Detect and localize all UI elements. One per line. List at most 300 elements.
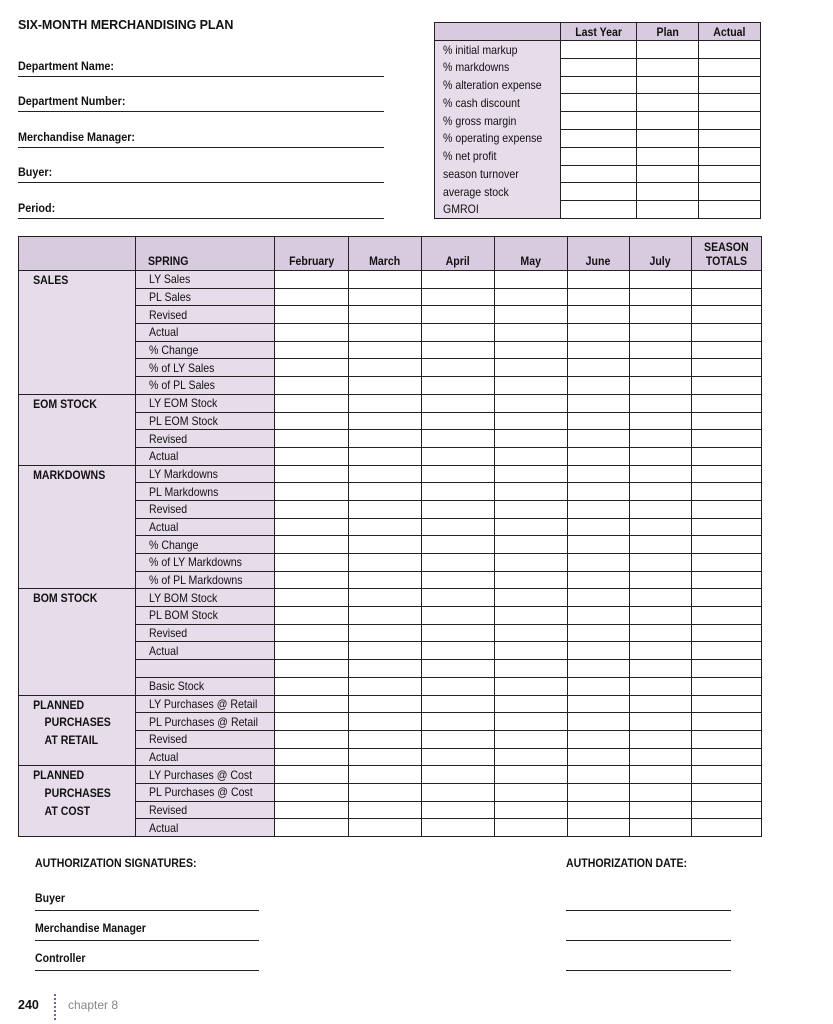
season-total-cell[interactable] <box>692 536 762 554</box>
month-value-cell[interactable] <box>630 607 692 625</box>
month-value-cell[interactable] <box>495 412 568 430</box>
section-label: PLANNED PURCHASES AT RETAIL <box>19 695 136 766</box>
month-value-cell[interactable] <box>422 483 495 501</box>
month-value-cell[interactable] <box>422 571 495 589</box>
month-value-cell[interactable] <box>630 660 692 678</box>
ratio-value-cell[interactable] <box>561 201 637 219</box>
month-value-cell[interactable] <box>568 660 630 678</box>
line-label: Actual <box>136 324 275 342</box>
ratio-value-cell[interactable] <box>637 183 699 201</box>
month-value-cell[interactable] <box>630 500 692 518</box>
month-value-cell[interactable] <box>422 695 495 713</box>
plan-row <box>19 394 762 412</box>
month-value-cell[interactable] <box>275 394 349 412</box>
season-total-cell[interactable] <box>692 554 762 572</box>
month-value-cell[interactable] <box>568 412 630 430</box>
ratio-value-cell[interactable] <box>561 183 637 201</box>
month-value-cell[interactable] <box>275 412 349 430</box>
month-value-cell[interactable] <box>630 412 692 430</box>
month-value-cell[interactable] <box>568 642 630 660</box>
month-value-cell[interactable] <box>568 713 630 731</box>
season-total-cell[interactable] <box>692 783 762 801</box>
month-value-cell[interactable] <box>275 624 349 642</box>
month-value-cell[interactable] <box>495 642 568 660</box>
month-value-cell[interactable] <box>422 713 495 731</box>
season-total-cell[interactable] <box>692 359 762 377</box>
month-value-cell[interactable] <box>275 288 349 306</box>
ratio-value-cell[interactable] <box>561 112 637 130</box>
season-total-cell[interactable] <box>692 341 762 359</box>
month-value-cell[interactable] <box>630 430 692 448</box>
season-total-cell[interactable] <box>692 766 762 784</box>
month-value-cell[interactable] <box>568 748 630 766</box>
month-value-cell[interactable] <box>422 554 495 572</box>
month-value-cell[interactable] <box>422 359 495 377</box>
month-value-cell[interactable] <box>495 341 568 359</box>
season-total-cell[interactable] <box>692 607 762 625</box>
ratio-value-cell[interactable] <box>699 41 761 59</box>
season-total-cell[interactable] <box>692 642 762 660</box>
month-value-cell[interactable] <box>495 536 568 554</box>
season-total-cell[interactable] <box>692 377 762 395</box>
month-value-cell[interactable] <box>349 500 422 518</box>
month-value-cell[interactable] <box>568 465 630 483</box>
month-value-cell[interactable] <box>349 554 422 572</box>
month-value-cell[interactable] <box>422 607 495 625</box>
month-value-cell[interactable] <box>630 819 692 837</box>
month-value-cell[interactable] <box>422 677 495 695</box>
month-value-cell[interactable] <box>349 660 422 678</box>
month-value-cell[interactable] <box>630 695 692 713</box>
ratio-value-cell[interactable] <box>637 58 699 76</box>
month-value-cell[interactable] <box>630 447 692 465</box>
ratio-value-cell[interactable] <box>561 94 637 112</box>
ratio-value-cell[interactable] <box>699 76 761 94</box>
month-value-cell[interactable] <box>630 730 692 748</box>
month-value-cell[interactable] <box>275 660 349 678</box>
month-value-cell[interactable] <box>275 554 349 572</box>
month-value-cell[interactable] <box>568 589 630 607</box>
month-value-cell[interactable] <box>349 447 422 465</box>
month-value-cell[interactable] <box>568 783 630 801</box>
month-value-cell[interactable] <box>495 677 568 695</box>
season-total-cell[interactable] <box>692 660 762 678</box>
month-value-cell[interactable] <box>275 766 349 784</box>
department-number-field[interactable] <box>18 92 384 112</box>
month-value-cell[interactable] <box>495 500 568 518</box>
month-value-cell[interactable] <box>422 766 495 784</box>
season-total-cell[interactable] <box>692 624 762 642</box>
month-value-cell[interactable] <box>275 819 349 837</box>
month-value-cell[interactable] <box>422 377 495 395</box>
season-total-cell[interactable] <box>692 306 762 324</box>
month-value-cell[interactable] <box>568 518 630 536</box>
ratio-label: % alteration expense <box>435 76 561 94</box>
month-value-cell[interactable] <box>568 766 630 784</box>
authorization-signatures-heading: AUTHORIZATION SIGNATURES: <box>35 856 197 870</box>
month-value-cell[interactable] <box>495 359 568 377</box>
month-value-cell[interactable] <box>275 783 349 801</box>
month-value-cell[interactable] <box>630 465 692 483</box>
month-value-cell[interactable] <box>422 748 495 766</box>
month-value-cell[interactable] <box>275 695 349 713</box>
month-value-cell[interactable] <box>495 377 568 395</box>
month-value-cell[interactable] <box>630 518 692 536</box>
month-value-cell[interactable] <box>568 554 630 572</box>
month-value-cell[interactable] <box>568 500 630 518</box>
ratio-label: % operating expense <box>435 129 561 147</box>
season-total-cell[interactable] <box>692 465 762 483</box>
section-label: EOM STOCK <box>19 394 136 465</box>
month-value-cell[interactable] <box>495 483 568 501</box>
ratio-label: season turnover <box>435 165 561 183</box>
ratio-value-cell[interactable] <box>699 94 761 112</box>
month-value-cell[interactable] <box>630 288 692 306</box>
month-value-cell[interactable] <box>630 324 692 342</box>
season-total-cell[interactable] <box>692 748 762 766</box>
month-value-cell[interactable] <box>630 359 692 377</box>
department-name-field[interactable] <box>18 57 384 77</box>
month-value-cell[interactable] <box>422 271 495 289</box>
month-value-cell[interactable] <box>422 341 495 359</box>
season-total-cell[interactable] <box>692 677 762 695</box>
line-label: PL BOM Stock <box>136 607 275 625</box>
month-value-cell[interactable] <box>568 607 630 625</box>
month-value-cell[interactable] <box>630 766 692 784</box>
month-value-cell[interactable] <box>349 324 422 342</box>
plan-row <box>19 695 762 713</box>
plan-body <box>19 271 762 837</box>
month-value-cell[interactable] <box>568 271 630 289</box>
month-value-cell[interactable] <box>422 500 495 518</box>
month-value-cell[interactable] <box>568 677 630 695</box>
month-value-cell[interactable] <box>275 801 349 819</box>
signature-line-controller[interactable] <box>35 951 259 971</box>
month-value-cell[interactable] <box>422 447 495 465</box>
month-value-cell[interactable] <box>349 766 422 784</box>
month-value-cell[interactable] <box>630 341 692 359</box>
ratio-value-cell[interactable] <box>637 129 699 147</box>
season-total-cell[interactable] <box>692 589 762 607</box>
ratio-table <box>434 22 761 219</box>
month-value-cell[interactable] <box>495 766 568 784</box>
month-value-cell[interactable] <box>495 607 568 625</box>
season-total-cell[interactable] <box>692 394 762 412</box>
month-value-cell[interactable] <box>422 730 495 748</box>
month-value-cell[interactable] <box>495 713 568 731</box>
month-value-cell[interactable] <box>495 695 568 713</box>
month-value-cell[interactable] <box>630 713 692 731</box>
plan-header-season: SPRING <box>136 237 275 271</box>
ratio-value-cell[interactable] <box>637 41 699 59</box>
month-value-cell[interactable] <box>495 819 568 837</box>
line-label: LY Markdowns <box>136 465 275 483</box>
month-value-cell[interactable] <box>568 571 630 589</box>
ratio-value-cell[interactable] <box>699 58 761 76</box>
month-value-cell[interactable] <box>495 801 568 819</box>
season-total-cell[interactable] <box>692 288 762 306</box>
month-value-cell[interactable] <box>275 359 349 377</box>
date-line-controller[interactable] <box>566 970 731 971</box>
month-value-cell[interactable] <box>568 483 630 501</box>
month-value-cell[interactable] <box>495 306 568 324</box>
line-label: PL Purchases @ Cost <box>136 783 275 801</box>
line-label: LY Sales <box>136 271 275 289</box>
ratio-row <box>435 147 761 165</box>
month-value-cell[interactable] <box>568 819 630 837</box>
plan-table <box>18 236 762 837</box>
month-value-cell[interactable] <box>495 518 568 536</box>
merchandise-manager-field[interactable] <box>18 128 384 148</box>
month-value-cell[interactable] <box>275 642 349 660</box>
month-value-cell[interactable] <box>568 624 630 642</box>
month-value-cell[interactable] <box>349 359 422 377</box>
month-value-cell[interactable] <box>422 412 495 430</box>
month-value-cell[interactable] <box>349 571 422 589</box>
plan-header-row <box>19 237 762 271</box>
month-value-cell[interactable] <box>349 536 422 554</box>
buyer-field[interactable] <box>18 163 384 183</box>
ratio-value-cell[interactable] <box>637 165 699 183</box>
month-value-cell[interactable] <box>422 465 495 483</box>
ratio-value-cell[interactable] <box>699 183 761 201</box>
month-value-cell[interactable] <box>349 306 422 324</box>
month-value-cell[interactable] <box>630 642 692 660</box>
month-value-cell[interactable] <box>568 430 630 448</box>
ratio-value-cell[interactable] <box>637 76 699 94</box>
month-value-cell[interactable] <box>422 589 495 607</box>
month-value-cell[interactable] <box>275 518 349 536</box>
month-value-cell[interactable] <box>495 288 568 306</box>
month-value-cell[interactable] <box>275 607 349 625</box>
month-value-cell[interactable] <box>422 518 495 536</box>
month-value-cell[interactable] <box>495 465 568 483</box>
month-value-cell[interactable] <box>275 677 349 695</box>
period-field[interactable] <box>18 199 384 219</box>
month-value-cell[interactable] <box>568 377 630 395</box>
month-value-cell[interactable] <box>568 359 630 377</box>
ratio-value-cell[interactable] <box>561 129 637 147</box>
month-value-cell[interactable] <box>275 536 349 554</box>
ratio-value-cell[interactable] <box>637 94 699 112</box>
season-total-cell[interactable] <box>692 271 762 289</box>
month-value-cell[interactable] <box>275 483 349 501</box>
month-value-cell[interactable] <box>630 394 692 412</box>
season-total-cell[interactable] <box>692 483 762 501</box>
ratio-value-cell[interactable] <box>699 129 761 147</box>
season-total-cell[interactable] <box>692 695 762 713</box>
month-value-cell[interactable] <box>495 430 568 448</box>
line-label: LY BOM Stock <box>136 589 275 607</box>
month-value-cell[interactable] <box>630 536 692 554</box>
month-value-cell[interactable] <box>275 713 349 731</box>
month-value-cell[interactable] <box>568 695 630 713</box>
month-value-cell[interactable] <box>422 783 495 801</box>
date-line-buyer[interactable] <box>566 910 731 911</box>
ratio-value-cell[interactable] <box>561 147 637 165</box>
month-value-cell[interactable] <box>275 271 349 289</box>
month-value-cell[interactable] <box>630 377 692 395</box>
month-value-cell[interactable] <box>568 341 630 359</box>
ratio-value-cell[interactable] <box>637 201 699 219</box>
month-value-cell[interactable] <box>495 271 568 289</box>
ratio-value-cell[interactable] <box>699 112 761 130</box>
month-value-cell[interactable] <box>422 819 495 837</box>
signature-line-buyer[interactable] <box>35 891 259 911</box>
month-value-cell[interactable] <box>495 783 568 801</box>
ratio-value-cell[interactable] <box>561 165 637 183</box>
month-value-cell[interactable] <box>422 430 495 448</box>
line-label: PL Markdowns <box>136 483 275 501</box>
month-value-cell[interactable] <box>568 324 630 342</box>
month-value-cell[interactable] <box>630 748 692 766</box>
month-value-cell[interactable] <box>349 430 422 448</box>
month-value-cell[interactable] <box>568 730 630 748</box>
month-value-cell[interactable] <box>630 783 692 801</box>
month-value-cell[interactable] <box>630 624 692 642</box>
line-label: Basic Stock <box>136 677 275 695</box>
month-value-cell[interactable] <box>275 430 349 448</box>
month-value-cell[interactable] <box>349 483 422 501</box>
season-total-cell[interactable] <box>692 713 762 731</box>
month-value-cell[interactable] <box>422 536 495 554</box>
month-value-cell[interactable] <box>568 288 630 306</box>
month-value-cell[interactable] <box>495 660 568 678</box>
month-value-cell[interactable] <box>349 624 422 642</box>
date-line-merchandise-manager[interactable] <box>566 940 731 941</box>
month-value-cell[interactable] <box>630 554 692 572</box>
line-label: Actual <box>136 518 275 536</box>
month-value-cell[interactable] <box>495 571 568 589</box>
month-value-cell[interactable] <box>568 306 630 324</box>
month-value-cell[interactable] <box>349 677 422 695</box>
signature-label: Controller <box>35 951 86 965</box>
month-value-cell[interactable] <box>422 288 495 306</box>
month-value-cell[interactable] <box>349 695 422 713</box>
page-title: SIX-MONTH MERCHANDISING PLAN <box>18 18 234 32</box>
month-value-cell[interactable] <box>275 324 349 342</box>
season-total-cell[interactable] <box>692 430 762 448</box>
month-value-cell[interactable] <box>630 483 692 501</box>
season-total-cell[interactable] <box>692 801 762 819</box>
month-value-cell[interactable] <box>349 783 422 801</box>
month-value-cell[interactable] <box>422 801 495 819</box>
month-value-cell[interactable] <box>630 801 692 819</box>
season-total-cell[interactable] <box>692 730 762 748</box>
month-value-cell[interactable] <box>275 341 349 359</box>
ratio-value-cell[interactable] <box>699 201 761 219</box>
ratio-value-cell[interactable] <box>637 112 699 130</box>
signature-line-merchandise-manager[interactable] <box>35 921 259 941</box>
month-value-cell[interactable] <box>275 447 349 465</box>
month-value-cell[interactable] <box>495 324 568 342</box>
month-header: April <box>422 237 495 271</box>
month-value-cell[interactable] <box>630 571 692 589</box>
ratio-value-cell[interactable] <box>561 58 637 76</box>
month-value-cell[interactable] <box>495 554 568 572</box>
month-value-cell[interactable] <box>349 465 422 483</box>
month-value-cell[interactable] <box>349 377 422 395</box>
month-value-cell[interactable] <box>422 324 495 342</box>
month-value-cell[interactable] <box>568 536 630 554</box>
month-value-cell[interactable] <box>275 571 349 589</box>
ratio-label: % net profit <box>435 147 561 165</box>
month-value-cell[interactable] <box>630 589 692 607</box>
ratio-value-cell[interactable] <box>699 165 761 183</box>
season-total-cell[interactable] <box>692 447 762 465</box>
season-total-cell[interactable] <box>692 412 762 430</box>
month-value-cell[interactable] <box>568 394 630 412</box>
month-value-cell[interactable] <box>349 642 422 660</box>
month-value-cell[interactable] <box>495 748 568 766</box>
month-value-cell[interactable] <box>349 271 422 289</box>
period-label: Period: <box>18 201 56 215</box>
ratio-value-cell[interactable] <box>699 147 761 165</box>
month-value-cell[interactable] <box>495 447 568 465</box>
month-value-cell[interactable] <box>495 730 568 748</box>
season-total-cell[interactable] <box>692 518 762 536</box>
season-total-cell[interactable] <box>692 500 762 518</box>
month-value-cell[interactable] <box>349 518 422 536</box>
month-value-cell[interactable] <box>349 341 422 359</box>
line-label: Actual <box>136 642 275 660</box>
month-value-cell[interactable] <box>422 660 495 678</box>
month-value-cell[interactable] <box>422 624 495 642</box>
month-value-cell[interactable] <box>275 377 349 395</box>
month-value-cell[interactable] <box>275 306 349 324</box>
ratio-value-cell[interactable] <box>561 76 637 94</box>
ratio-value-cell[interactable] <box>561 41 637 59</box>
month-value-cell[interactable] <box>349 288 422 306</box>
season-total-cell[interactable] <box>692 819 762 837</box>
month-value-cell[interactable] <box>422 394 495 412</box>
month-value-cell[interactable] <box>275 589 349 607</box>
month-value-cell[interactable] <box>630 271 692 289</box>
month-value-cell[interactable] <box>349 394 422 412</box>
month-value-cell[interactable] <box>349 412 422 430</box>
ratio-body <box>435 41 761 219</box>
season-total-cell[interactable] <box>692 571 762 589</box>
ratio-label: average stock <box>435 183 561 201</box>
month-value-cell[interactable] <box>495 624 568 642</box>
month-value-cell[interactable] <box>422 642 495 660</box>
month-value-cell[interactable] <box>349 713 422 731</box>
month-value-cell[interactable] <box>275 730 349 748</box>
month-header: July <box>630 237 692 271</box>
month-value-cell[interactable] <box>630 306 692 324</box>
month-value-cell[interactable] <box>275 748 349 766</box>
month-value-cell[interactable] <box>422 306 495 324</box>
month-value-cell[interactable] <box>495 589 568 607</box>
month-value-cell[interactable] <box>349 748 422 766</box>
month-value-cell[interactable] <box>568 447 630 465</box>
month-value-cell[interactable] <box>349 819 422 837</box>
month-value-cell[interactable] <box>349 801 422 819</box>
ratio-value-cell[interactable] <box>637 147 699 165</box>
plan-row <box>19 465 762 483</box>
season-total-cell[interactable] <box>692 324 762 342</box>
month-value-cell[interactable] <box>568 801 630 819</box>
ratio-row <box>435 183 761 201</box>
month-value-cell[interactable] <box>630 677 692 695</box>
plan-row <box>19 589 762 607</box>
month-value-cell[interactable] <box>349 589 422 607</box>
month-value-cell[interactable] <box>495 394 568 412</box>
month-value-cell[interactable] <box>349 607 422 625</box>
month-value-cell[interactable] <box>349 730 422 748</box>
month-value-cell[interactable] <box>275 500 349 518</box>
month-value-cell[interactable] <box>275 465 349 483</box>
